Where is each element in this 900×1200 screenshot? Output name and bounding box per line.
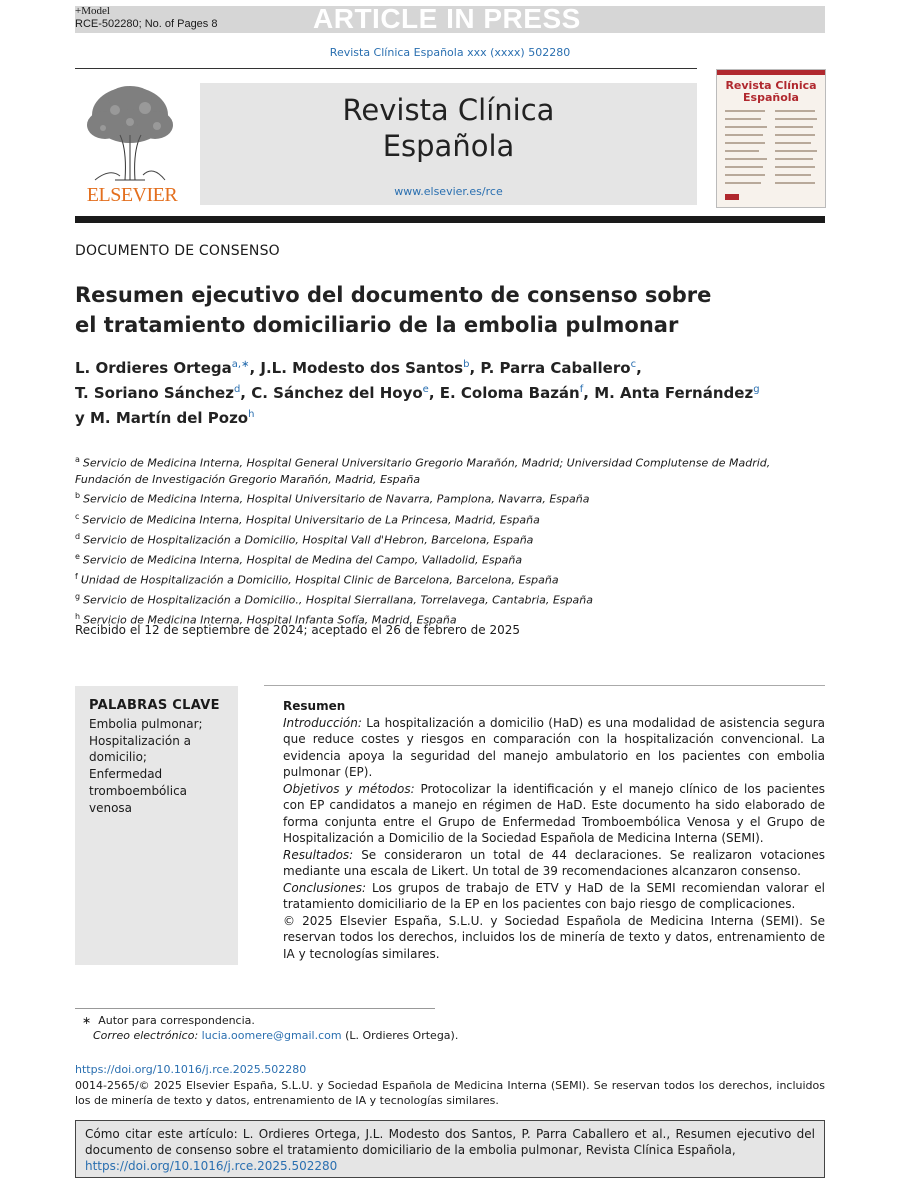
author-line-3 (75, 404, 825, 429)
doi-link[interactable]: https://doi.org/10.1016/j.rce.2025.502280 (75, 1063, 307, 1076)
author-name: y M. Martín del Pozo (75, 409, 249, 427)
received-dates: Recibido el 12 de septiembre de 2024; aceptado el 26 de febrero de 2025 (75, 623, 520, 637)
author-line-1 (75, 354, 825, 379)
abstract-section-text: La hospitalización a domicilio (HaD) es una modalidad de asistencia segura que reduce costes y riesgos en comparación con la hospitalización convencional. La evidencia apoya la seguridad del manejo ambulatorio en los pacientes con embolia pulmonar (EP). (283, 715, 825, 779)
abstract-top-rule (264, 685, 825, 686)
author-affiliation-mark[interactable]: b (463, 359, 470, 370)
correspondence-note (82, 1014, 255, 1027)
divider (75, 68, 697, 69)
affiliation-item (75, 452, 825, 488)
correspondence-text: Autor para correspondencia. (98, 1014, 255, 1027)
affiliation-item (75, 509, 825, 529)
abstract-section (283, 880, 825, 913)
affiliation-mark: b (75, 491, 81, 501)
article-title-line1: Resumen ejecutivo del documento de consenso sobre (75, 283, 712, 307)
journal-issue-link[interactable]: Revista Clínica Española xxx (xxxx) 502280 (329, 46, 571, 59)
author-name: M. Anta Fernández (594, 384, 754, 402)
document-type: DOCUMENTO DE CONSENSO (75, 243, 280, 259)
journal-title (200, 92, 697, 164)
keywords-heading: PALABRAS CLAVE (89, 698, 220, 713)
abstract-section (283, 847, 825, 880)
abstract-section-text: Protocolizar la identificación y el manejo clínico de los pacientes con EP candidatos a manejo en régimen de HaD. Este documento ha sido elaborado de forma conjunta entre el Grupo de Enfermedad Tromboembólica Venosa y el Grupo de Hospitalización a Domicilio de la Sociedad Española de Medicina Interna (SEMI). (283, 781, 825, 845)
author-name: T. Soriano Sánchez (75, 384, 234, 402)
author-name: L. Ordieres Ortega (75, 359, 232, 377)
correspondence-mark: ∗ (82, 1014, 92, 1027)
author-separator: , (636, 359, 642, 377)
author-name: E. Coloma Bazán (439, 384, 580, 402)
author-separator: , (428, 384, 440, 402)
banner-text: ARTICLE IN PRESS (313, 3, 581, 34)
abstract-section (283, 781, 825, 847)
article-title-line2: el tratamiento domiciliario de la embolia pulmonar (75, 313, 679, 337)
affiliation-text: Servicio de Medicina Interna, Hospital de Medina del Campo, Valladolid, España (82, 553, 523, 567)
journal-url-link[interactable]: www.elsevier.es/rce (394, 185, 503, 198)
keywords-list (89, 716, 229, 816)
author-affiliation-mark[interactable]: f (579, 384, 584, 395)
cover-title-line1: Revista Clínica (725, 79, 817, 92)
email-owner: (L. Ordieres Ortega). (341, 1029, 459, 1042)
citation-doi-link[interactable]: https://doi.org/10.1016/j.rce.2025.502280 (85, 1159, 338, 1173)
author-line-2 (75, 379, 825, 404)
affiliation-item (75, 529, 825, 549)
abstract-section-label: Conclusiones: (283, 880, 367, 895)
affiliation-text: Unidad de Hospitalización a Domicilio, Hospital Clinic de Barcelona, Barcelona, España (80, 573, 559, 587)
affiliation-mark: h (75, 611, 81, 621)
affiliation-text: Servicio de Medicina Interna, Hospital Universitario de La Princesa, Madrid, España (82, 513, 540, 527)
abstract-section-label: Objetivos y métodos: (283, 781, 415, 796)
keyword-item: Hospitalización a domicilio; (89, 733, 191, 765)
author-name: C. Sánchez del Hoyo (251, 384, 423, 402)
issn-copyright: 0014-2565/© 2025 Elsevier España, S.L.U. y Sociedad Española de Medicina Interna (SEMI). Se reservan todos los derechos, incluidos los de minería de texto y datos, entrenamiento de IA y tecnologías similares. (75, 1079, 825, 1107)
affiliation-mark: a (75, 455, 80, 464)
abstract-copyright: © 2025 Elsevier España, S.L.U. y Sociedad Española de Medicina Interna (SEMI). Se reservan todos los derechos, incluidos los de minería de texto y datos, entrenamiento de IA y tecnologías similares. (283, 913, 825, 961)
affiliation-mark: f (75, 571, 78, 581)
keyword-item: Enfermedad tromboembólica venosa (89, 767, 188, 815)
author-name: P. Parra Caballero (480, 359, 631, 377)
abstract (283, 698, 825, 962)
abstract-section-label: Resultados: (283, 847, 354, 862)
affiliation-mark: e (75, 551, 80, 561)
journal-title-line1: Revista Clínica (342, 93, 555, 127)
author-separator: , (249, 359, 261, 377)
author-affiliation-mark[interactable]: g (753, 384, 760, 395)
keyword-item: Embolia pulmonar; (89, 717, 203, 731)
header-thick-rule (75, 216, 825, 223)
author-name: J.L. Modesto dos Santos (260, 359, 464, 377)
author-affiliation-mark[interactable]: e (422, 384, 429, 395)
affiliation-text: Servicio de Medicina Interna, Hospital Universitario de Navarra, Pamplona, Navarra, España (83, 493, 590, 507)
affiliation-item (75, 488, 825, 508)
affiliation-mark: c (75, 511, 80, 521)
journal-title-line2: Española (382, 129, 515, 163)
author-separator: , (583, 384, 595, 402)
author-affiliation-mark[interactable]: d (233, 384, 241, 395)
journal-cover-image (716, 69, 826, 208)
affiliation-mark: g (75, 591, 81, 601)
affiliation-text: Servicio de Medicina Interna, Hospital Infanta Sofía, Madrid, España (83, 613, 457, 627)
email-link[interactable]: lucia.oomere@gmail.com (201, 1029, 342, 1042)
abstract-section-label: Introducción: (283, 715, 362, 730)
email-note (93, 1029, 458, 1042)
author-affiliation-mark[interactable]: a,∗ (231, 359, 250, 370)
elsevier-wordmark: ELSEVIER (86, 184, 178, 206)
model-label: +Model (75, 5, 110, 17)
abstract-section-text: Los grupos de trabajo de ETV y HaD de la SEMI recomiendan valorar el tratamiento domiciliario de la EP en los pacientes con bajo riesgo de complicaciones. (283, 880, 825, 911)
author-separator: , (469, 359, 481, 377)
cover-title-line2: Española (743, 91, 799, 104)
article-title (75, 280, 825, 340)
author-affiliation-mark[interactable]: h (248, 409, 255, 420)
footnote-rule (75, 1008, 435, 1009)
abstract-section-text: Se consideraron un total de 44 declaraciones. Se realizaron votaciones mediante una escala de Likert. Un total de 39 recomendaciones alcanzaron consenso. (283, 847, 825, 878)
cover-text-lines (717, 70, 825, 207)
affiliation-text: Servicio de Medicina Interna, Hospital General Universitario Gregorio Marañón, Madrid; Universidad Complutense de Madrid, Fundación de Investigación Gregorio Marañón, Madrid, España (75, 456, 771, 487)
affiliation-list (75, 452, 825, 629)
author-affiliation-mark[interactable]: c (630, 359, 637, 370)
abstract-heading: Resumen (283, 699, 346, 713)
manuscript-meta: RCE-502280; No. of Pages 8 (75, 18, 218, 30)
email-label: Correo electrónico: (93, 1029, 199, 1042)
affiliation-item (75, 549, 825, 569)
author-separator: , (240, 384, 252, 402)
affiliation-text: Servicio de Hospitalización a Domicilio., Hospital Sierrallana, Torrelavega, Cantabria, España (83, 593, 593, 607)
author-list (75, 354, 825, 429)
affiliation-text: Servicio de Hospitalización a Domicilio, Hospital Vall d'Hebron, Barcelona, España (83, 533, 534, 547)
affiliation-item (75, 589, 825, 609)
affiliation-item (75, 569, 825, 589)
citation-text: Cómo citar este artículo: L. Ordieres Ortega, J.L. Modesto dos Santos, P. Parra Caballero et al., Resumen ejecutivo del documento de consenso sobre el tratamiento domiciliario de la embolia pulmonar, Revista Clínica Española, (85, 1127, 815, 1157)
abstract-section (283, 715, 825, 781)
affiliation-mark: d (75, 531, 81, 541)
citation (85, 1126, 815, 1174)
